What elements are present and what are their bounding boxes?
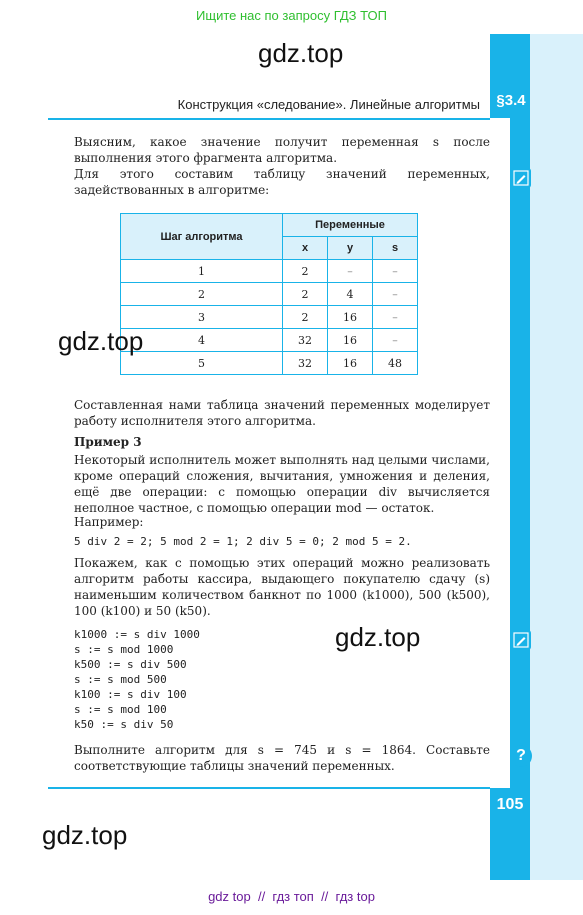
page-header-title: Конструкция «следование». Линейные алгоритмы [177,97,480,112]
section-number: §3.4 [496,92,526,109]
table-cell: – [328,260,373,283]
table-cell: 4 [328,283,373,306]
code-line: k100 := s div 100 [74,688,187,701]
example-heading: Пример 3 [74,435,142,449]
footer-link[interactable]: гдз top [335,889,375,904]
footer-link[interactable]: гдз топ [272,889,314,904]
table-col-y: y [328,237,373,260]
table-col-x: x [283,237,328,260]
watermark: gdz.top [258,38,344,68]
table-cell: 16 [328,329,373,352]
paragraph: Выясним, какое значение получит переменная s после выполнения этого фрагмента алгоритма. [74,135,490,165]
footer-link[interactable]: gdz top [208,889,251,904]
table-row [121,329,418,352]
page-number: 105 [496,796,524,813]
variables-table [120,213,418,375]
code-line: k500 := s div 500 [74,658,187,671]
table-col-s: s [373,237,418,260]
paragraph: Для этого составим таблицу значений переменных, задействованных в алгоритме: [74,167,490,197]
table-cell: 5 [121,352,283,375]
table-cell: – [373,306,418,329]
code-line: k50 := s div 50 [74,718,174,731]
algorithm-code [74,627,200,732]
table-row [121,283,418,306]
table-cell: 16 [328,306,373,329]
code-line: k1000 := s div 1000 [74,628,200,641]
table-cell: – [373,283,418,306]
table-row [121,260,418,283]
watermark: gdz.top [58,326,144,356]
paragraph: Некоторый исполнитель может выполнять над целыми числами, кроме операций сложения, вычитания, умножения и деления, ещё две операции: с помощью операции div вычисляется неполное частное, с помощью операции mod — остаток. [74,453,490,515]
example-formula: 5 div 2 = 2; 5 mod 2 = 1; 2 div 5 = 0; 2 mod 5 = 2. [74,535,412,548]
header-divider [48,118,490,120]
footer-separator: // [257,889,266,904]
code-line: s := s mod 500 [74,673,167,686]
table-header-vars: Переменные [283,214,418,237]
question-icon: ? [510,745,532,767]
watermark: gdz.top [335,622,421,652]
code-line: s := s mod 100 [74,703,167,716]
table-row [121,306,418,329]
side-margin-gap [490,118,510,788]
table-cell: 1 [121,260,283,283]
table-cell: 4 [121,329,283,352]
table-header-step: Шаг алгоритма [121,214,283,260]
pencil-icon [511,168,531,188]
table-cell: 2 [283,260,328,283]
code-line: s := s mod 1000 [74,643,174,656]
table-cell: 2 [121,283,283,306]
table-cell: – [373,260,418,283]
table-cell: 16 [328,352,373,375]
table-cell: 48 [373,352,418,375]
paragraph: Покажем, как с помощью этих операций можно реализовать алгоритм работы кассира, выдающего покупателю сдачу (s) наименьшим количеством банкнот по 1000 (k1000), 500 (k500), 100 (k100) и 50 (k50). [74,556,490,618]
footer-divider [48,787,490,789]
paragraph: Выполните алгоритм для s = 745 и s = 1864. Составьте соответствующие таблицы значений переменных. [74,743,490,773]
pencil-icon [511,630,531,650]
table-cell: 2 [283,283,328,306]
search-banner: Ищите нас по запросу ГДЗ ТОП [196,8,387,23]
footer-links [0,889,583,904]
paragraph: Составленная нами таблица значений переменных моделирует работу исполнителя этого алгоритма. [74,398,490,428]
table-cell: 2 [283,306,328,329]
table-row [121,352,418,375]
watermark: gdz.top [42,820,128,850]
table-cell: 32 [283,352,328,375]
table-cell: 3 [121,306,283,329]
table-cell: – [373,329,418,352]
table-cell: 32 [283,329,328,352]
paragraph: Например: [74,515,144,529]
footer-separator: // [321,889,329,904]
